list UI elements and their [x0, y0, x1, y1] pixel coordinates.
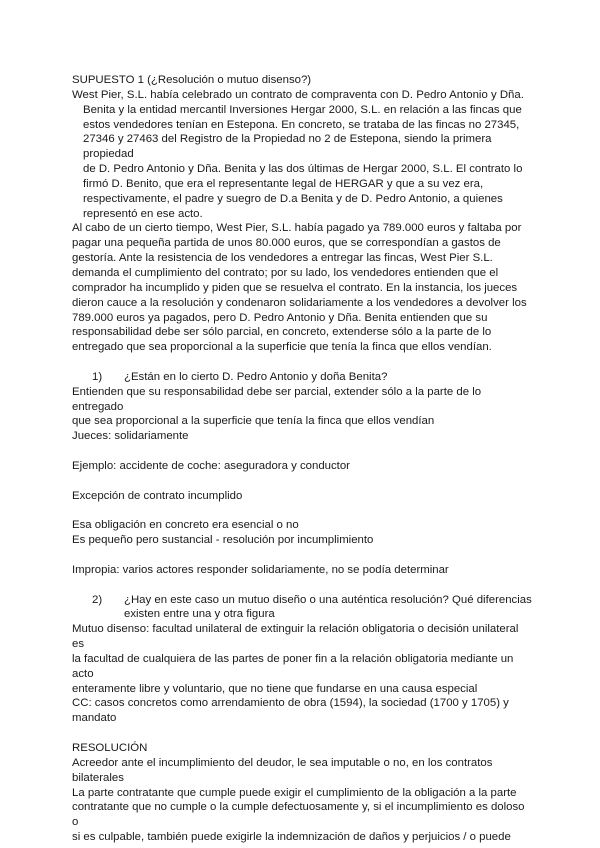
- text-line: enteramente libre y voluntario, que no tiene que fundarse en una causa especial: [72, 682, 478, 695]
- document-body: [72, 73, 532, 845]
- text-line: Es pequeño pero sustancial - resolución por incumplimiento: [72, 534, 374, 547]
- note-example: Ejemplo: accidente de coche: aseguradora y conductor: [72, 459, 350, 472]
- spacer: [72, 474, 532, 489]
- spacer: [72, 444, 532, 459]
- text-line: comprador ha incumplido y piden que se resuelva el contrato. En la instancia, los jueces: [72, 281, 518, 294]
- text-line: entregado que sea proporcional a la superficie que tenía la finca que ellos vendían.: [72, 341, 492, 354]
- spacer: [72, 578, 532, 593]
- text-line: existen entre una y otra figura: [124, 608, 275, 621]
- text-line: Al cabo de un cierto tiempo, West Pier, S.L. había pagado ya 789.000 euros y faltaba por: [72, 222, 522, 235]
- spacer: [72, 726, 532, 741]
- text-line: Esa obligación en concreto era esencial o no: [72, 519, 299, 532]
- text-line: que sea proporcional a la superficie que tenía la finca que ellos vendían: [72, 415, 435, 428]
- text-line: Entienden que su responsabilidad debe ser parcial, extender sólo a la parte de lo entregado: [72, 385, 482, 413]
- text-line: Jueces: solidariamente: [72, 430, 189, 443]
- text-line: 27346 y 27463 del Registro de la Propiedad no 2 de Estepona, siendo la primera propiedad: [83, 133, 492, 161]
- text-line: mandato: [72, 712, 117, 725]
- intro-paragraph: [72, 88, 532, 222]
- text-line: pagar una pequeña partida de unos 80.000 euros, que se correspondían a gastos de: [72, 237, 501, 250]
- text-line: la facultad de cualquiera de las partes de poner fin a la relación obligatoria mediante un acto: [72, 652, 514, 680]
- text-line: bilaterales: [72, 771, 124, 784]
- case-heading: SUPUESTO 1 (¿Resolución o mutuo disenso?): [72, 74, 312, 86]
- answer-2: [72, 622, 532, 726]
- spacer: [72, 503, 532, 518]
- text-line: Benita y la entidad mercantil Inversiones Hergar 2000, S.L. en relación a las fincas que: [83, 103, 522, 116]
- question-number: 1): [92, 370, 103, 383]
- note-obligation: [72, 518, 532, 548]
- text-line: West Pier, S.L. había celebrado un contrato de compraventa con D. Pedro Antonio y Dña.: [72, 88, 524, 101]
- text-line: contratante que no cumple o la cumple defectuosamente y, si el incumplimiento es doloso o: [72, 801, 525, 829]
- text-line: CC: casos concretos como arrendamiento de obra (1594), la sociedad (1700 y 1705) y: [72, 697, 509, 710]
- text-line: gestoría. Ante la resistencia de los vendedores a entregar las fincas, West Pier S.L.: [72, 252, 493, 265]
- text-line: estos vendedores tenían en Estepona. En concreto, se trataba de las fincas no 27345,: [83, 118, 520, 131]
- text-line: firmó D. Benito, que era el representante legal de HERGAR y que a su vez era,: [83, 177, 484, 190]
- text-line: de D. Pedro Antonio y Dña. Benita y las dos últimas de Hergar 2000, S.L. El contrato lo: [83, 163, 523, 176]
- question-1: [92, 370, 532, 385]
- question-2: [92, 593, 532, 623]
- text-line: responsabilidad debe ser sólo parcial, en concreto, extenderse sólo a la parte de lo: [72, 326, 492, 339]
- spacer: [72, 548, 532, 563]
- text-line: demanda el cumplimiento del contrato; por su lado, los vendedores entienden que el: [72, 266, 499, 279]
- note-exception: Excepción de contrato incumplido: [72, 489, 243, 502]
- facts-paragraph: [72, 221, 532, 355]
- text-line: La parte contratante que cumple puede exigir el cumplimiento de la obligación a la parte: [72, 786, 517, 799]
- text-line: Acreedor ante el incumplimiento del deudor, le sea imputable o no, en los contratos: [72, 756, 493, 769]
- text-line: ¿Hay en este caso un mutuo diseño o una auténtica resolución? Qué diferencias: [124, 593, 532, 606]
- answer-1: [72, 385, 532, 444]
- spacer: [72, 355, 532, 370]
- text-line: si es culpable, también puede exigirle la indemnización de daños y perjuicios / o puede: [72, 831, 511, 844]
- resolution-section: [72, 756, 532, 845]
- text-line: respectivamente, el padre y suegro de D.a Benita y de D. Pedro Antonio, a quienes: [83, 192, 503, 205]
- resolution-heading: RESOLUCIÓN: [72, 741, 148, 754]
- question-text: [124, 593, 532, 623]
- question-text: ¿Están en lo cierto D. Pedro Antonio y doña Benita?: [124, 370, 388, 383]
- note-impropia: Impropia: varios actores responder solidariamente, no se podía determinar: [72, 563, 449, 576]
- text-line: representó en ese acto.: [83, 207, 203, 220]
- text-line: dieron cauce a la resolución y condenaron solidariamente a los vendedores a devolver los: [72, 296, 527, 309]
- text-line: 789.000 euros ya pagados, pero D. Pedro Antonio y Dña. Benita entienden que su: [72, 311, 488, 324]
- text-line: Mutuo disenso: facultad unilateral de extinguir la relación obligatoria o decisión unilateral es: [72, 623, 519, 651]
- question-number: 2): [92, 593, 103, 606]
